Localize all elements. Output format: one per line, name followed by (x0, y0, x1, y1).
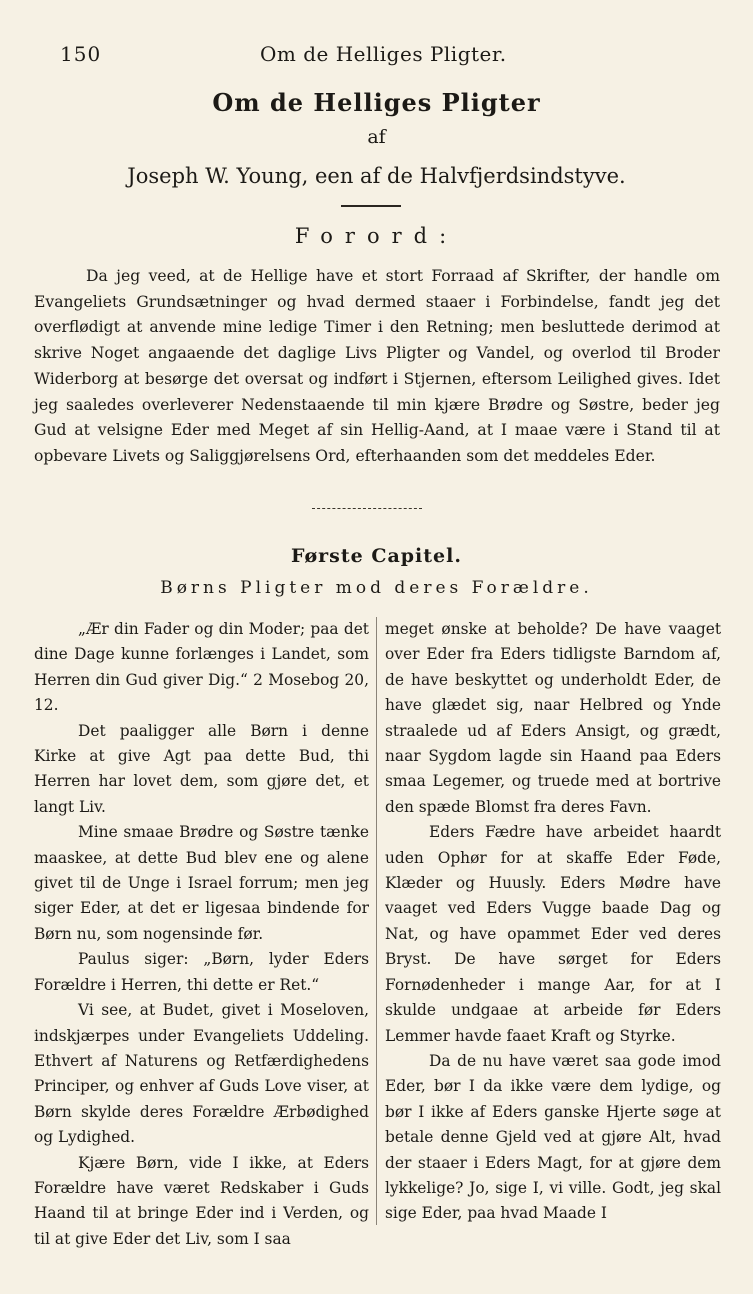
left-column (34, 617, 369, 1257)
chapter-heading: Første Capitel. (291, 545, 462, 567)
column-separator (376, 617, 377, 1225)
running-head (60, 42, 700, 72)
article-title: Om de Helliges Pligter (212, 88, 541, 117)
title-block (0, 86, 753, 194)
title-af: af (367, 126, 386, 148)
left-paragraph-5: Vi see, at Budet, givet i Moseloven, indskjærpes under Evangeliets Uddeling. Ethvert af Naturens og Retfærdighedens Principer, og enhver af Guds Love viser, at Børn skylde deres Forældre Ærbødighed og Lydighed. (34, 1001, 369, 1147)
title-rule (341, 205, 401, 207)
left-paragraph-2: Det paaligger alle Børn i denne Kirke at give Agt paa dette Bud, thi Herren har lovet dem, som gjøre det, et langt Liv. (34, 721, 369, 816)
running-title: Om de Helliges Pligter. (260, 42, 507, 66)
foreword-paragraph: Da jeg veed, at de Hellige have et stort Forraad af Skrifter, der handle om Evangeliets Grundsætninger og hvad dermed staaer i Forbindelse, fandt jeg det overflødigt at anvende mine ledige Timer i den Retning; men besluttede derimod at skrive Noget angaaende det daglige Livs Pligter og Vandel, og overlod til Broder Widerborg at besørge det oversat og indført i Stjernen, eftersom Leilighed gives. Idet jeg saaledes overleverer Nedenstaaende til min kjære Brødre og Søstre, beder jeg Gud at velsigne Eder med Meget af sin Hellig-Aand, at I maae være i Stand til at opbevare Livets og Saliggjørelsens Ord, efterhaanden som det meddeles Eder. (34, 267, 720, 465)
chapter-subtitle: Børns Pligter mod deres Forældre. (160, 578, 593, 598)
right-paragraph-3: Da de nu have været saa gode imod Eder, bør I da ikke være dem lydige, og bør I ikke af Eders ganske Hjerte søge at betale denne Gjeld ved at gjøre Alt, hvad der staaer i Eders Magt, for at gjøre dem lykkelige? Jo, sige I, vi ville. Godt, jeg skal sige Eder, paa hvad Maade I (385, 1051, 721, 1223)
left-paragraph-4: Paulus siger: „Børn, lyder Eders Forældre i Herren, thi dette er Ret.“ (34, 950, 369, 994)
section-divider (312, 508, 422, 509)
foreword-heading: Forord: (294, 224, 459, 248)
left-paragraph-1: „Ær din Fader og din Moder; paa det dine Dage kunne forlænges i Landet, som Herren din Gud giver Dig.“ 2 Mosebog 20, 12. (34, 620, 369, 715)
right-paragraph-1: meget ønske at beholde? De have vaaget over Eder fra Eders tidligste Barndom af, de have beskyttet og underholdt Eder, de have glædet sig, naar Helbred og Ynde straalede ud af Eders Ansigt, og grædt, naar Sygdom lagde sin Haand paa Eders smaa Legemer, og truede med at bortrive den spæde Blomst fra deres Favn. (385, 620, 721, 816)
right-paragraph-2: Eders Fædre have arbeidet haardt uden Ophør for at skaffe Eder Føde, Klæder og Huusly. Eders Mødre have vaaget ved Eders Vugge baade Dag og Nat, og have opammet Eder ved deres Bryst. De have sørget for Eders Fornødenheder i mange Aar, for at I skulde undgaae at arbeide før Eders Lemmer havde faaet Kraft og Styrke. (385, 823, 721, 1045)
page-number: 150 (60, 42, 102, 66)
left-paragraph-6: Kjære Børn, vide I ikke, at Eders Forældre have været Redskaber i Guds Haand til at bringe Eder ind i Verden, og til at give Eder det Liv, som I saa (34, 1153, 369, 1248)
author-line: Joseph W. Young, een af de Halvfjerdsindstyve. (127, 164, 626, 188)
right-column (385, 617, 721, 1257)
left-paragraph-3: Mine smaae Brødre og Søstre tænke maaskee, at dette Bud blev ene og alene givet til de Unge i Israel forrum; men jeg siger Eder, at det er ligesaa bindende for Børn nu, som nogensinde før. (34, 823, 369, 943)
